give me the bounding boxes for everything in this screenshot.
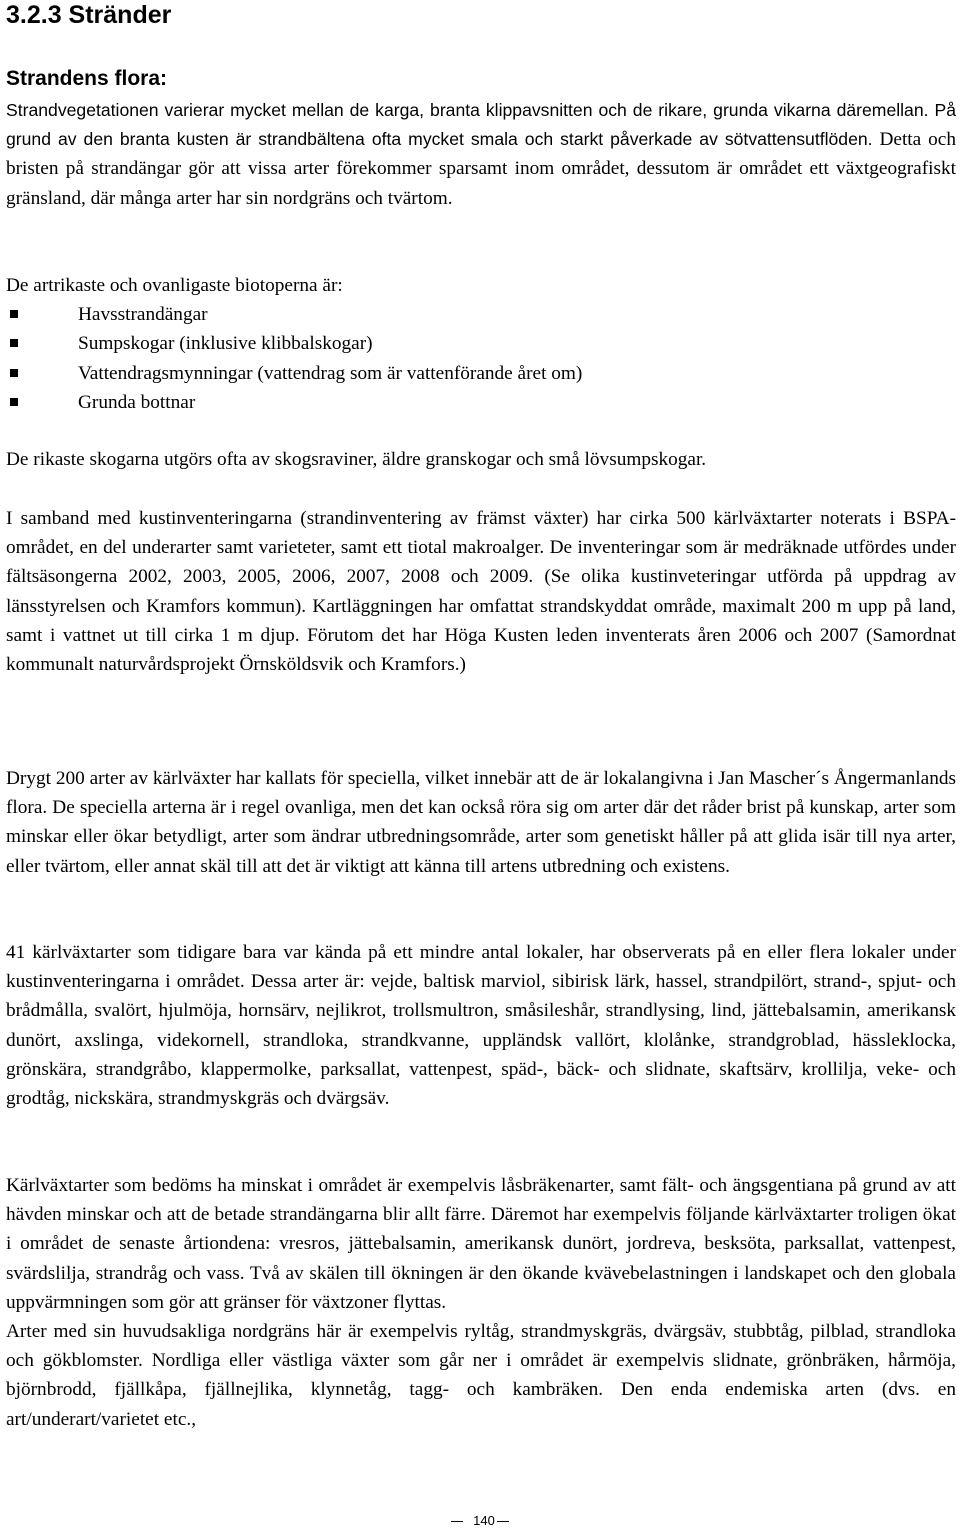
intro-paragraph: [6, 96, 956, 213]
square-bullet-icon: [10, 369, 18, 377]
subsection-title: Strandens flora:: [6, 67, 168, 90]
page-number: 140: [473, 1513, 495, 1528]
north-paragraph: Arter med sin huvudsakliga nordgräns här är exempelvis ryltåg, strandmyskgräs, dvärgsäv, stubbtåg, pilblad, strandloka och gökblomster. Nordliga eller västliga växter som går ner i området är exempelvis slidnate, grönbräken, hårmöja, björnbrodd, fjällkåpa, fjällnejlika, klynnetåg, tagg- och kambräken. Den enda endemiska arten (dvs. en art/underart/varietet etc.,: [6, 1321, 956, 1430]
page-footer: [0, 1512, 960, 1530]
square-bullet-icon: [10, 398, 18, 406]
square-bullet-icon: [10, 339, 18, 347]
square-bullet-icon: [10, 310, 18, 318]
special-species-paragraph: Drygt 200 arter av kärlväxter har kallats för speciella, vilket innebär att de är lokalangivna i Jan Mascher´s Ångermanlands flora. De speciella arterna är i regel ovanliga, men det kan också röra sig om arter där det råder brist på kunskap, arter som minskar eller ökar betydligt, arter som ändrar utbredningsområde, arter som genetiskt håller på att glida isär till nya arter, eller tvärtom, eller annat skäl till att det är viktigt att känna till artens utbredning och existens.: [6, 768, 956, 877]
biotope-lead: De artrikaste och ovanligaste biotoperna är:: [6, 275, 343, 296]
forests-paragraph: De rikaste skogarna utgörs ofta av skogsraviner, äldre granskogar och små lövsumpskogar.: [6, 449, 707, 470]
biotope-section: [6, 271, 956, 417]
intro-sans-text: Strandvegetationen varierar mycket mellan de karga, branta klippavsnitten och de rikare, grunda vikarna däremellan. På grund av den branta kusten är strandbältena ofta mycket smala och starkt påverkade av sötvattensutflöden.: [6, 100, 956, 150]
list-item: Vattendragsmynningar (vattendrag som är vattenförande året om): [6, 359, 956, 388]
section-title: 3.2.3 Stränder: [6, 1, 172, 29]
inventory-paragraph: I samband med kustinventeringarna (strandinventering av främst växter) har cirka 500 kärlväxtarter noterats i BSPA-området, en del underarter samt varieteter, samt ett tiotal makroalger. De inventeringar som är medräknade utfördes under fältsäsongerna 2002, 2003, 2005, 2006, 2007, 2008 och 2009. (Se olika kustinveteringar utförda på uppdrag av länsstyrelsen och Kramfors kommun). Kartläggningen har omfattat strandskyddat område, maximalt 200 m upp på land, samt i vattnet ut till cirka 1 m djup. Förutom det har Höga Kusten leden inventerats åren 2006 och 2007 (Samordnat kommunalt naturvårdsprojekt Örnsköldsvik och Kramfors.): [6, 508, 956, 676]
list-item: Grunda bottnar: [6, 388, 956, 417]
biotope-list: [6, 300, 956, 417]
species-list-paragraph: 41 kärlväxtarter som tidigare bara var kända på ett mindre antal lokaler, har observerats på en eller flera lokaler under kustinventeringarna i området. Dessa arter är: vejde, baltisk marviol, sibirisk lärk, hassel, strandpilört, strand-, spjut- och brådmålla, svalört, hjulmöja, hornsärv, nejlikrot, trollsmultron, småsileshår, strandlysing, lind, jättebalsamin, amerikansk dunört, axslinga, videkornell, strandloka, strandkvanne, uppländsk vallört, klolånke, strandgroblad, hässleklocka, grönskära, strandgråbo, klappermolke, parksallat, vattenpest, späd-, bäck- och slidnate, skaftsärv, krollilja, veke- och grodtåg, nickskära, strandmyskgräs och dvärgsäv.: [6, 942, 956, 1110]
list-item: Sumpskogar (inklusive klibbalskogar): [6, 329, 956, 358]
decline-paragraph: Kärlväxtarter som bedöms ha minskat i området är exempelvis låsbräkenarter, samt fält- och ängsgentiana på grund av att hävden minskar och att de betade strandängarna blir allt färre. Däremot har exempelvis följande kärlväxtarter troligen ökat i området de senaste årtiondena: vresros, jättebalsamin, amerikansk dunört, jordreva, besksöta, parksallat, vattenpest, svärdslilja, strandråg och vass. Två av skälen till ökningen är den ökande kvävebelastningen i landskapet och den globala uppvärmningen som gör att gränser för växtzoner flyttas. Arter med sin huvudsakliga nordgräns här är exempelvis ryltåg, strandmyskgräs, dvärgsäv, stubbtåg, pilblad, strandloka och gökblomster. Nordliga eller västliga växter som går ner i området är exempelvis slidnate, grönbräken, hårmöja, björnbrodd, fjällkåpa, fjällnejlika, klynnetåg, tagg- och kambräken. Den enda endemiska arten (dvs. en art/underart/varietet etc.,: [6, 1171, 956, 1434]
intro-serif-text: Detta och bristen på strandängar gör att vissa arter förekommer sparsamt inom området, dessutom är området ett växtgeografiskt gränsland, där många arter har sin nordgräns och tvärtom.: [6, 129, 956, 209]
footer-dash-left: [451, 1521, 463, 1522]
list-item: Havsstrandängar: [6, 300, 956, 329]
